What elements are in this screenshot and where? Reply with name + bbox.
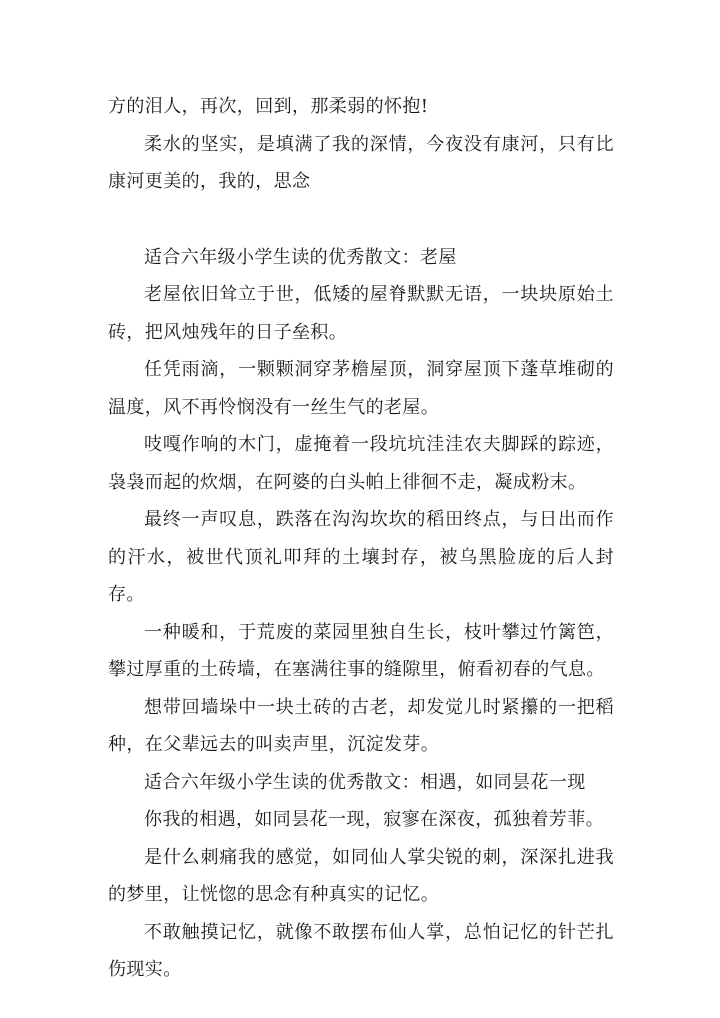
paragraph: 不敢触摸记忆，就像不敢摆布仙人掌，总怕记忆的针芒扎伤现实。 [108, 921, 614, 980]
section-gap [108, 201, 614, 239]
paragraph: 一种暖和，于荒废的菜园里独自生长，枝叶攀过竹篱笆，攀过厚重的土砖墙，在塞满往事的缝隙里，俯看初春的气息。 [108, 621, 614, 680]
paragraph: 任凭雨滴，一颗颗洞穿茅檐屋顶，洞穿屋顶下蓬草堆砌的温度，风不再怜悯没有一丝生气的老屋。 [108, 359, 614, 418]
paragraph: 方的泪人，再次，回到，那柔弱的怀抱! [108, 96, 429, 117]
paragraph: 柔水的坚实，是填满了我的深情，今夜没有康河，只有比康河更美的，我的，思念 [108, 133, 614, 192]
paragraph: 最终一声叹息，跌落在沟沟坎坎的稻田终点，与日出而作的汗水，被世代顶礼叩拜的土壤封存，被乌黑脸庞的后人封存。 [108, 509, 614, 605]
paragraph: 想带回墙垛中一块土砖的古老，却发觉儿时紧攥的一把稻种，在父辈远去的叫卖声里，沉淀发芽。 [108, 696, 614, 755]
section-heading: 适合六年级小学生读的优秀散文：相遇，如同昙花一现 [144, 771, 586, 793]
paragraph: 是什么刺痛我的感觉，如同仙人掌尖锐的刺，深深扎进我的梦里，让恍惚的思念有种真实的记忆。 [108, 846, 614, 905]
paragraph: 吱嘎作响的木门，虚掩着一段坑坑洼洼农夫脚踩的踪迹，袅袅而起的炊烟，在阿婆的白头帕上徘徊不走，凝成粉末。 [108, 434, 614, 493]
paragraph: 老屋依旧耸立于世，低矮的屋脊默默无语，一块块原始土砖，把风烛残年的日子垒积。 [108, 284, 614, 343]
document-body [108, 88, 614, 989]
section-heading: 适合六年级小学生读的优秀散文：老屋 [144, 246, 457, 268]
paragraph: 你我的相遇，如同昙花一现，寂寥在深夜，孤独着芳菲。 [144, 809, 604, 830]
